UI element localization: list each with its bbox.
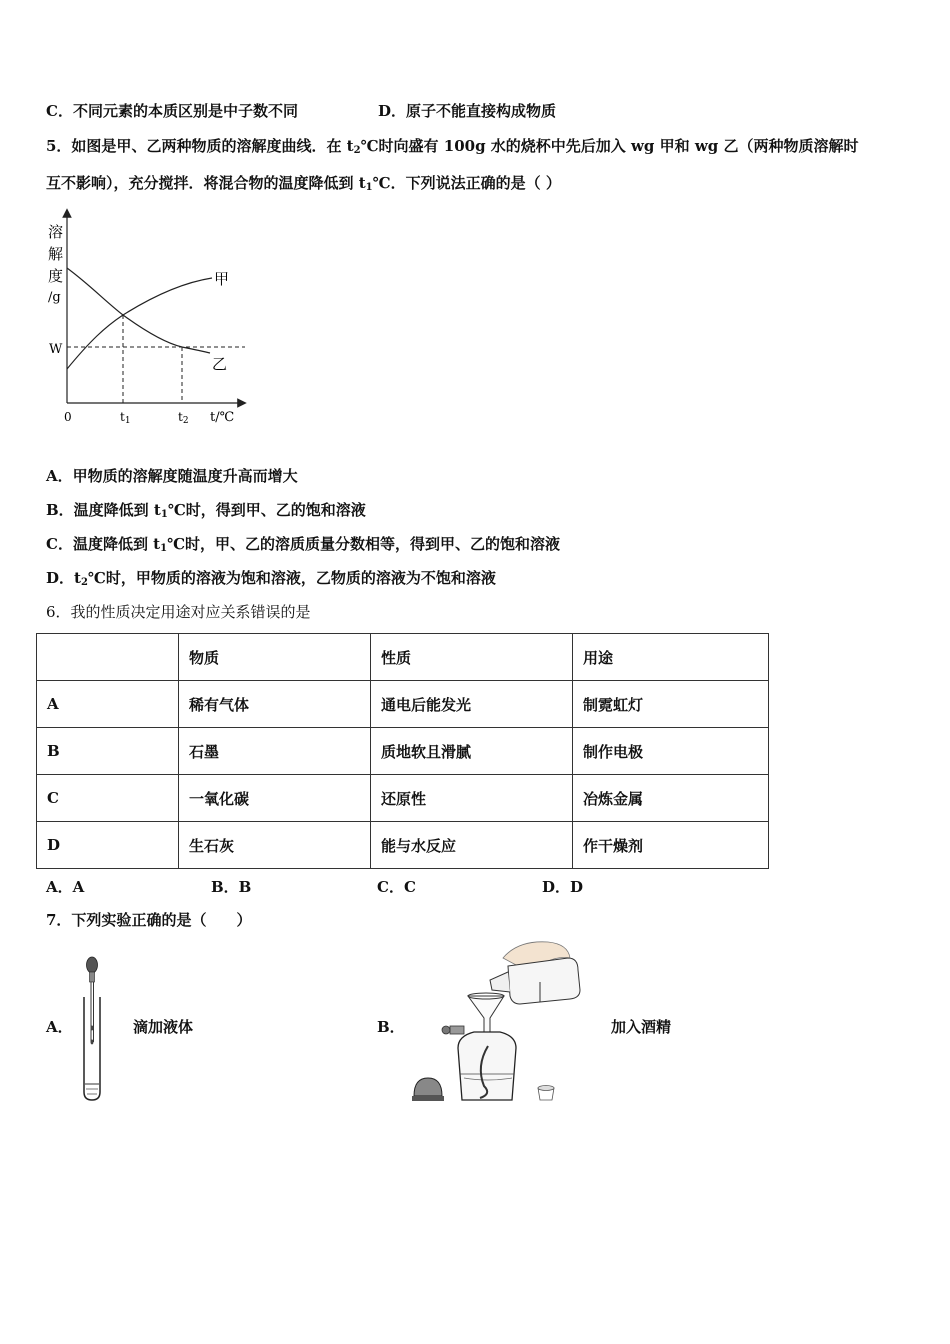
q7-option-b-text: 加入酒精 [611,1018,672,1036]
q7-option-b-letter: B． [377,1018,405,1036]
table-cell: 能与水反应 [371,822,573,869]
y-axis-unit: /g [48,290,61,305]
table-cell: 还原性 [371,775,573,822]
q6-option-c: C．C [377,878,416,896]
q5-option-a: A．甲物质的溶解度随温度升高而增大 [46,467,298,485]
table-cell: A [37,681,179,728]
option-part: ℃时，甲物质的溶液为饱和溶液，乙物质的溶液为不饱和溶液 [87,569,496,587]
q5-stem-line1 [46,136,858,161]
option-part: ℃时，得到甲、乙的饱和溶液 [167,501,366,519]
q6-option-a: A．A [46,878,85,896]
table-cell: 冶炼金属 [573,775,769,822]
table-row [37,775,769,822]
table-cell: 石墨 [179,728,371,775]
subscript: 2 [353,145,361,156]
q6-option-d: D．D [542,878,584,896]
q5-option-d [46,568,496,593]
curve-jia [67,278,212,369]
table-cell: 制霓虹灯 [573,681,769,728]
table-cell: B [37,728,179,775]
q4-option-c: C．不同元素的本质区别是中子数不同 [46,102,298,120]
origin-label: 0 [64,410,72,424]
q5-stem-part: 5．如图是甲、乙两种物质的溶解度曲线．在 t [46,137,354,155]
table-row [37,822,769,869]
table-cell: 通电后能发光 [371,681,573,728]
table-cell: 生石灰 [179,822,371,869]
t2-label: t2 [178,410,189,426]
q7-option-a-letter: A． [46,1018,73,1036]
table-header-cell: 物质 [179,634,371,681]
table-cell: 质地软且滑腻 [371,728,573,775]
curve-yi-label: 乙 [212,355,228,373]
option-part: C．温度降低到 t [46,535,161,553]
dropper-test-tube-illustration [70,952,115,1104]
table-row [37,728,769,775]
table-cell: C [37,775,179,822]
q6-option-b: B．B [211,878,252,896]
solubility-curve-graph [40,205,250,430]
subscript: 1 [160,543,168,554]
alcohol-lamp-filling-illustration [408,936,583,1106]
y-axis-label: 解 [48,245,64,263]
table-header-cell: 用途 [573,634,769,681]
table-cell: 一氧化碳 [179,775,371,822]
t1-label: t1 [120,410,131,426]
q5-option-c [46,534,560,559]
q6-stem: 6．我的性质决定用途对应关系错误的是 [46,603,311,621]
table-cell: D [37,822,179,869]
q7-stem: 7．下列实验正确的是（ ） [46,911,252,929]
subscript: 1 [365,182,373,193]
w-label: W [49,342,63,357]
table-cell: 作干燥剂 [573,822,769,869]
curve-yi [67,268,210,353]
table-cell: 制作电极 [573,728,769,775]
subscript: 2 [80,577,88,588]
table-header-row [37,634,769,681]
y-axis-label: 度 [48,267,64,285]
q4-option-d: D．原子不能直接构成物质 [378,102,557,120]
table-row [37,681,769,728]
q5-stem-part: 互不影响），充分搅拌．将混合物的温度降低到 t [46,174,366,192]
table-header-cell: 性质 [371,634,573,681]
q5-stem-line2 [46,173,561,198]
q5-option-b [46,500,366,525]
q5-stem-part: ℃．下列说法正确的是（ ） [372,174,561,192]
subscript: 1 [160,509,168,520]
q7-option-a-text: 滴加液体 [133,1018,194,1036]
y-axis-label: 溶 [48,223,64,241]
option-part: D．t [46,569,81,587]
table-header-cell [37,634,179,681]
q6-table [36,633,769,869]
x-axis-label: t/℃ [210,410,235,425]
option-part: ℃时，甲、乙的溶质质量分数相等，得到甲、乙的饱和溶液 [167,535,561,553]
table-cell: 稀有气体 [179,681,371,728]
option-part: B．温度降低到 t [46,501,161,519]
curve-jia-label: 甲 [214,270,230,288]
q5-stem-part: ℃时向盛有 100g 水的烧杯中先后加入 wg 甲和 wg 乙（两种物质溶解时 [360,137,859,155]
